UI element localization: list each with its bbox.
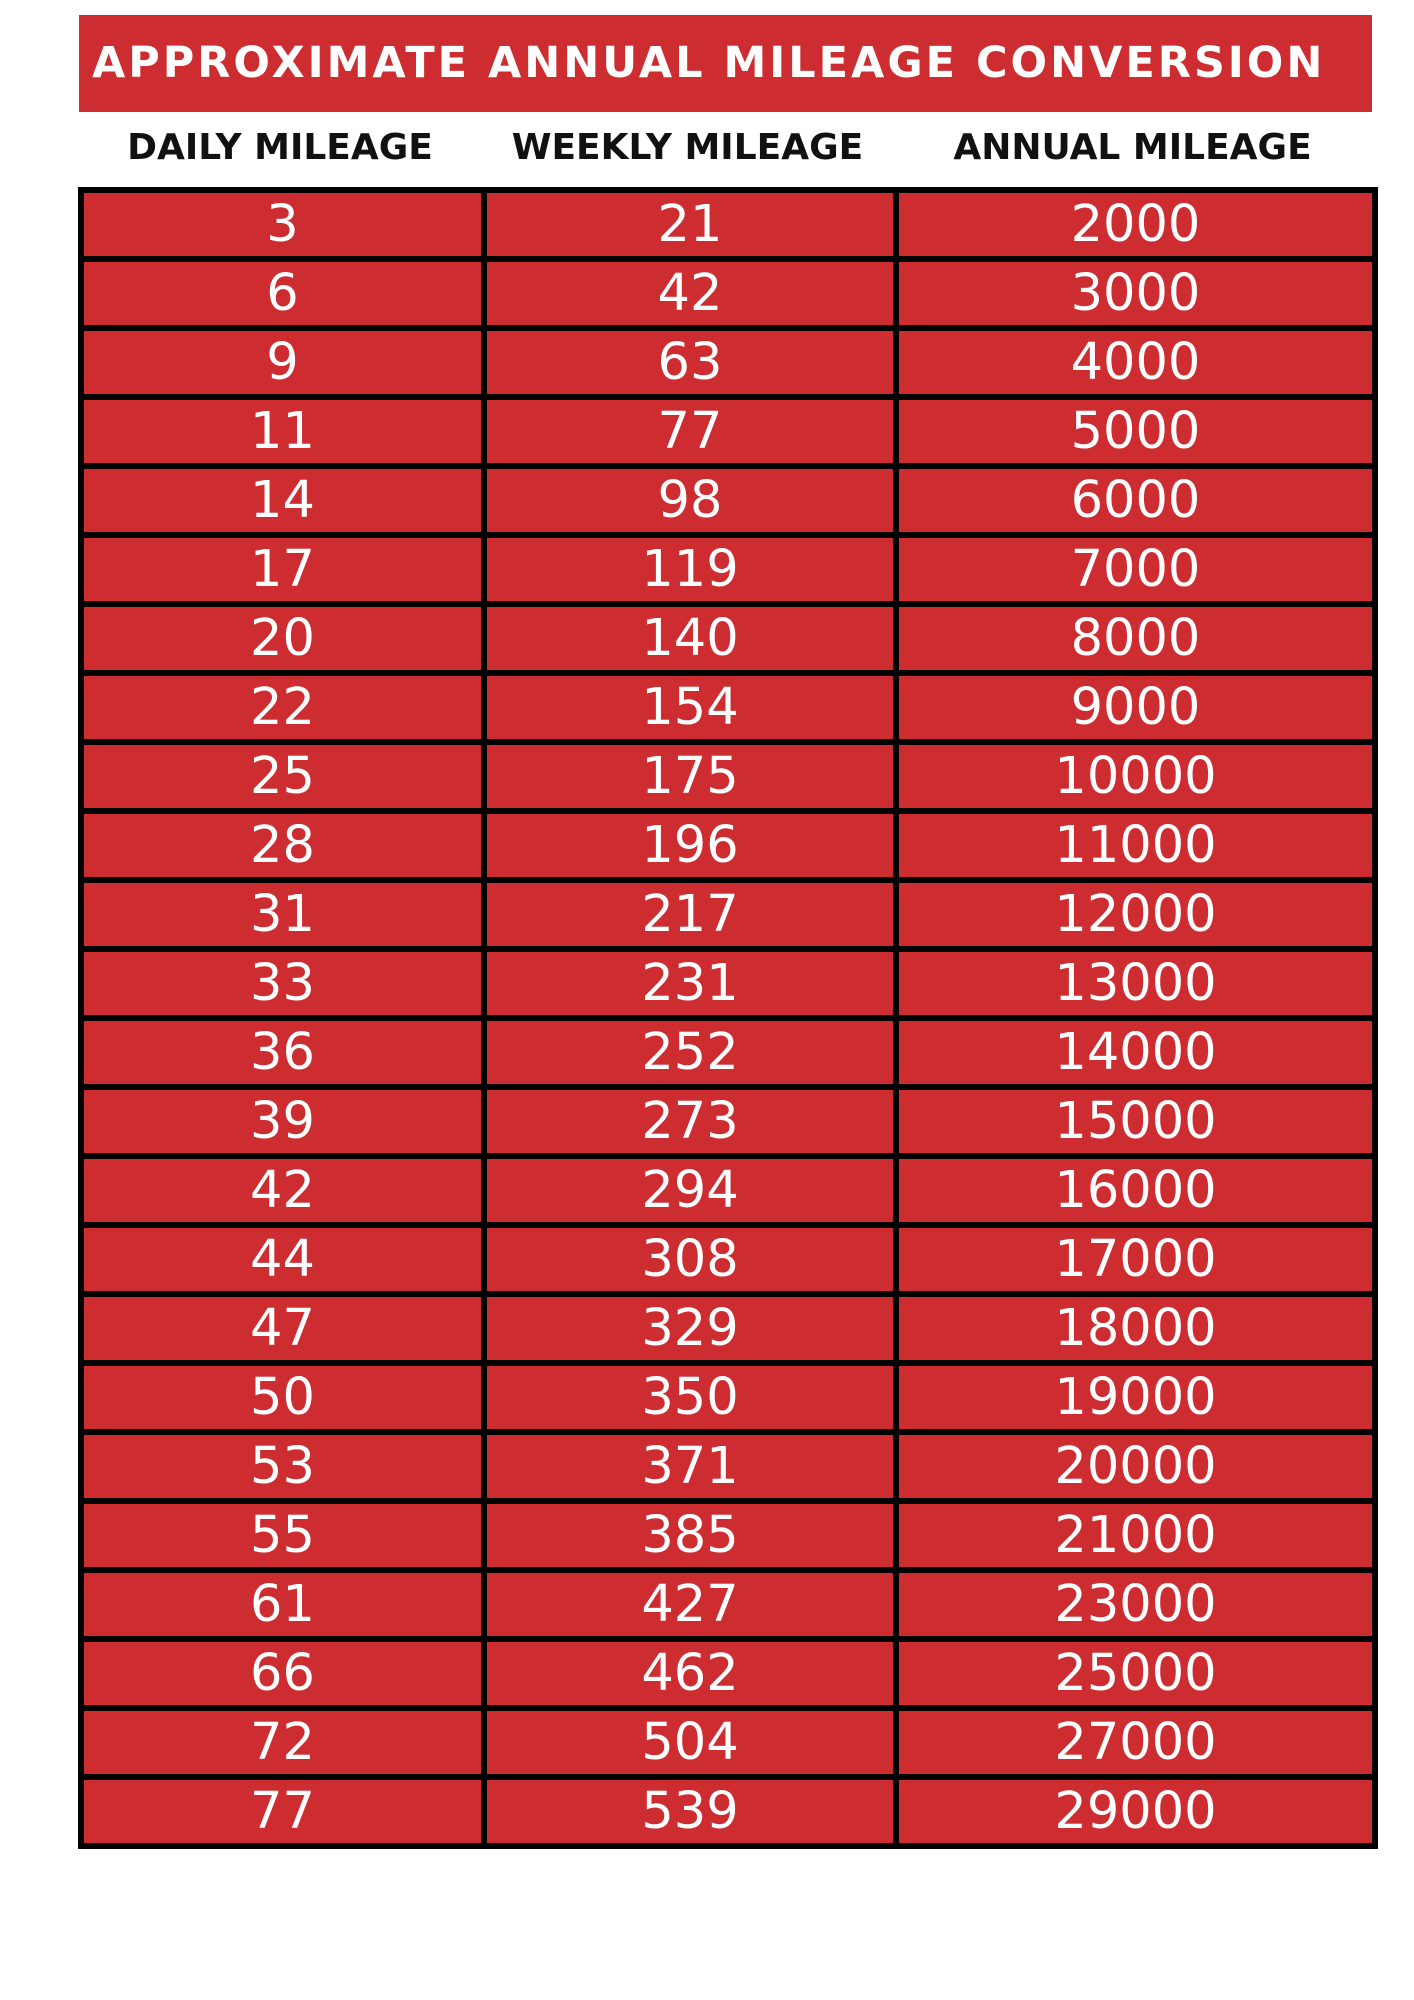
daily-mileage-cell: 17 [81,535,484,604]
daily-mileage-cell: 14 [81,466,484,535]
annual-mileage-cell: 2000 [896,190,1375,259]
weekly-mileage-cell: 385 [484,1501,896,1570]
weekly-mileage-cell: 77 [484,397,896,466]
weekly-mileage-cell: 119 [484,535,896,604]
daily-mileage-cell: 47 [81,1294,484,1363]
daily-mileage-cell: 3 [81,190,484,259]
weekly-mileage-cell: 308 [484,1225,896,1294]
table-row [81,328,1375,397]
daily-mileage-cell: 55 [81,1501,484,1570]
daily-mileage-cell: 77 [81,1777,484,1846]
weekly-mileage-cell: 175 [484,742,896,811]
daily-mileage-cell: 44 [81,1225,484,1294]
column-header-annual-mileage: ANNUAL MILEAGE [953,127,1312,168]
annual-mileage-cell: 5000 [896,397,1375,466]
daily-mileage-cell: 33 [81,949,484,1018]
daily-mileage-cell: 36 [81,1018,484,1087]
weekly-mileage-cell: 504 [484,1708,896,1777]
weekly-mileage-cell: 427 [484,1570,896,1639]
annual-mileage-cell: 18000 [896,1294,1375,1363]
annual-mileage-cell: 9000 [896,673,1375,742]
annual-mileage-cell: 4000 [896,328,1375,397]
table-row [81,1708,1375,1777]
daily-mileage-cell: 20 [81,604,484,673]
daily-mileage-cell: 22 [81,673,484,742]
table-row [81,535,1375,604]
annual-mileage-cell: 11000 [896,811,1375,880]
column-header-weekly-mileage: WEEKLY MILEAGE [511,127,864,168]
table-row [81,742,1375,811]
daily-mileage-cell: 31 [81,880,484,949]
daily-mileage-cell: 42 [81,1156,484,1225]
table-row [81,1432,1375,1501]
table-row [81,1225,1375,1294]
annual-mileage-cell: 15000 [896,1087,1375,1156]
weekly-mileage-cell: 98 [484,466,896,535]
annual-mileage-cell: 23000 [896,1570,1375,1639]
table-row [81,1570,1375,1639]
daily-mileage-cell: 61 [81,1570,484,1639]
weekly-mileage-cell: 217 [484,880,896,949]
table-row [81,1639,1375,1708]
weekly-mileage-cell: 273 [484,1087,896,1156]
daily-mileage-cell: 6 [81,259,484,328]
table-row [81,811,1375,880]
weekly-mileage-cell: 371 [484,1432,896,1501]
table-row [81,190,1375,259]
annual-mileage-cell: 25000 [896,1639,1375,1708]
column-header-daily-mileage: DAILY MILEAGE [127,127,433,168]
daily-mileage-cell: 11 [81,397,484,466]
weekly-mileage-cell: 252 [484,1018,896,1087]
weekly-mileage-cell: 21 [484,190,896,259]
annual-mileage-cell: 8000 [896,604,1375,673]
table-row [81,1363,1375,1432]
daily-mileage-cell: 25 [81,742,484,811]
weekly-mileage-cell: 63 [484,328,896,397]
table-body [81,190,1375,1846]
table-row [81,466,1375,535]
daily-mileage-cell: 66 [81,1639,484,1708]
annual-mileage-cell: 29000 [896,1777,1375,1846]
annual-mileage-cell: 14000 [896,1018,1375,1087]
table-row [81,604,1375,673]
table-row [81,1156,1375,1225]
weekly-mileage-cell: 350 [484,1363,896,1432]
page-title: APPROXIMATE ANNUAL MILEAGE CONVERSION [79,15,1372,112]
table-row [81,259,1375,328]
annual-mileage-cell: 12000 [896,880,1375,949]
weekly-mileage-cell: 231 [484,949,896,1018]
table-row [81,673,1375,742]
daily-mileage-cell: 72 [81,1708,484,1777]
table-row [81,1294,1375,1363]
annual-mileage-cell: 16000 [896,1156,1375,1225]
table-row [81,949,1375,1018]
weekly-mileage-cell: 462 [484,1639,896,1708]
weekly-mileage-cell: 294 [484,1156,896,1225]
daily-mileage-cell: 53 [81,1432,484,1501]
daily-mileage-cell: 28 [81,811,484,880]
annual-mileage-cell: 10000 [896,742,1375,811]
annual-mileage-cell: 7000 [896,535,1375,604]
weekly-mileage-cell: 154 [484,673,896,742]
weekly-mileage-cell: 42 [484,259,896,328]
annual-mileage-cell: 21000 [896,1501,1375,1570]
table-row [81,1018,1375,1087]
annual-mileage-cell: 19000 [896,1363,1375,1432]
table-row [81,1087,1375,1156]
annual-mileage-cell: 17000 [896,1225,1375,1294]
daily-mileage-cell: 39 [81,1087,484,1156]
weekly-mileage-cell: 196 [484,811,896,880]
mileage-conversion-table [78,187,1378,1849]
table-row [81,397,1375,466]
weekly-mileage-cell: 539 [484,1777,896,1846]
annual-mileage-cell: 3000 [896,259,1375,328]
table-row [81,1501,1375,1570]
weekly-mileage-cell: 329 [484,1294,896,1363]
annual-mileage-cell: 27000 [896,1708,1375,1777]
daily-mileage-cell: 50 [81,1363,484,1432]
weekly-mileage-cell: 140 [484,604,896,673]
annual-mileage-cell: 6000 [896,466,1375,535]
daily-mileage-cell: 9 [81,328,484,397]
table-row [81,1777,1375,1846]
table-row [81,880,1375,949]
annual-mileage-cell: 13000 [896,949,1375,1018]
annual-mileage-cell: 20000 [896,1432,1375,1501]
